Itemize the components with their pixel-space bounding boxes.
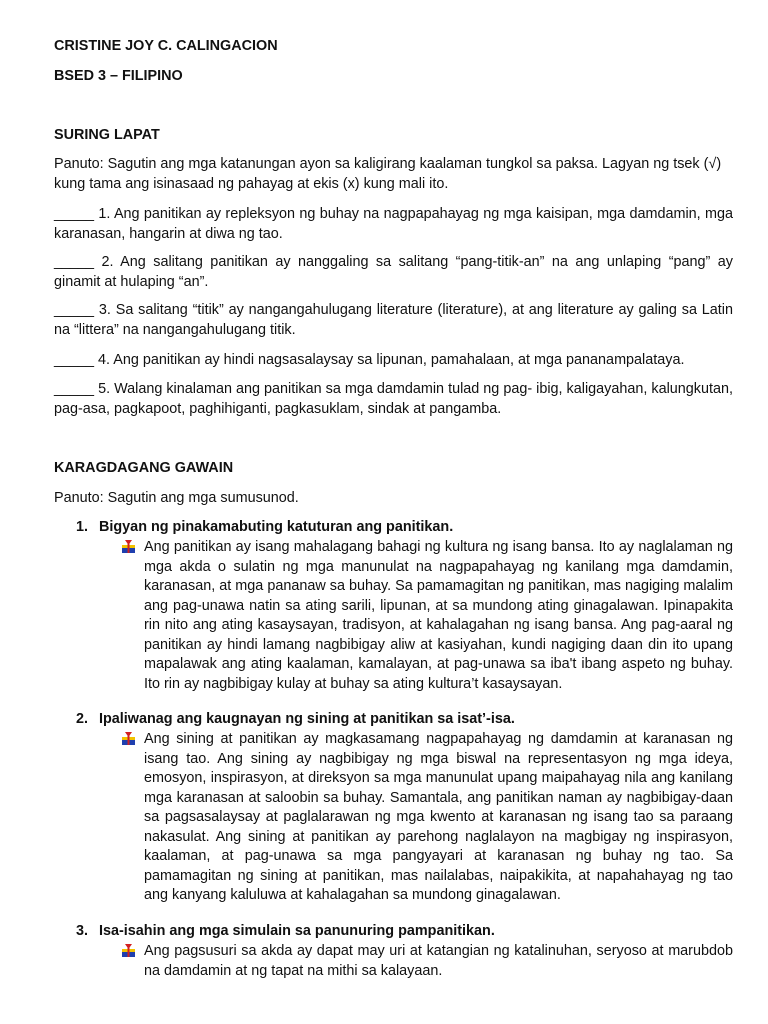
answer-blank: _____	[54, 381, 95, 397]
answer-blank: _____	[54, 352, 95, 368]
question-text: Bigyan ng pinakamabuting katuturan ang panitikan.	[99, 519, 454, 535]
question-number: 3.	[76, 923, 89, 939]
suring-instructions: Panuto: Sagutin ang mga katanungan ayon sa kaligirang kaalaman tungkol sa paksa. Lagyan ng tsek (√) kung tama ang isinasaad ng pahayag at ekis (x) kung mali ito.	[54, 156, 722, 192]
suring-item	[54, 380, 733, 419]
suring-item-text: 2. Ang salitang panitikan ay nanggaling sa salitang “pang-titik-an” na ang unlaping “pang” ay ginamit at hulaping “an”.	[54, 254, 733, 290]
section-title-karagdagan: KARAGDAGANG GAWAIN	[54, 460, 234, 476]
suring-item-text: 1. Ang panitikan ay repleksyon ng buhay na nagpapahayag ng mga kaisipan, mga damdamin, mga karanasan, hangarin at diwa ng tao.	[54, 206, 733, 242]
question-text: Isa-isahin ang mga simulain sa panunuring pampanitikan.	[99, 923, 495, 939]
suring-item-text: 4. Ang panitikan ay hindi nagsasalaysay sa lipunan, pamahalaan, at mga pananampalataya.	[98, 352, 685, 368]
karagdagan-instructions: Panuto: Sagutin ang mga sumusunod.	[54, 490, 299, 506]
answer-blank: _____	[54, 206, 95, 222]
section-title-suring: SURING LAPAT	[54, 127, 160, 143]
answer-text: Ang panitikan ay isang mahalagang bahagi ng kultura ng isang bansa. Ito ay naglalaman ng mga akda o sulatin ng mga manunulat na nagpapahayag ng kanilang mga damdamin, karanasan, at mga pananaw sa buhay. Sa pamamagitan ng panitikan, mas nagiging malalim ang pag-unawa natin sa ating sarili, lipunan, at sa mundong ating ginagalawan. Ipinapakita rin nito ang ating kasaysayan, tradisyon, at kahalagahan ng isang bansa. Ang pag-aaral ng panitikan ay hindi lamang nagbibigay aliw at kasiyahan, kundi nagiging daan din ito upang mapalawak ang ating kaalaman, kamalayan, at pag-unawa sa iba't ibang aspeto ng buhay. Ito rin ay nagbibigay kulay at buhay sa ating kultura’t kasaysayan.	[144, 539, 733, 692]
author-name: CRISTINE JOY C. CALINGACION	[54, 38, 278, 54]
suring-item-text: 3. Sa salitang “titik” ay nangangahulugang literature (literature), at ang literature ay galing sa Latin na “littera” na nangangahulugang titik.	[54, 302, 733, 338]
question-text: Ipaliwanag ang kaugnayan ng sining at panitikan sa isat’-isa.	[99, 711, 515, 727]
answer-blank: _____	[54, 254, 95, 270]
suring-item	[54, 253, 733, 292]
arrow-bullet-icon	[121, 943, 136, 958]
suring-item	[54, 205, 733, 244]
course-label: BSED 3 – FILIPINO	[54, 68, 183, 84]
answer-blank: _____	[54, 302, 95, 318]
arrow-bullet-icon	[121, 539, 136, 554]
answer-text: Ang sining at panitikan ay magkasamang nagpapahayag ng damdamin at karanasan ng isang tao. Ang sining ay nagbibigay ng mga biswal na representasyon ng mga ideya, emosyon, inspirasyon, at direksyon sa mga manunulat upang maipahayag nila ang kanilang mga karanasan at saloobin sa buhay. Samantala, ang panitikan naman ay nagbibigay-daan sa pagsasalaysay at paglalarawan ng mga kwento at karanasan ng isang tao sa paraang nakasulat. Ang sining at panitikan ay parehong naglalayon na magbigay ng inspirasyon, kaalaman, at pag-unawa sa mga pangyayari at karanasan ng buhay ng tao. Sa pamamagitan ng sining at panitikan, mas nailalabas, naipakikita, at napahahayag ng tao ang kanyang kaluluwa at kahalagahan sa mundong ginagalawan.	[144, 731, 733, 903]
suring-item	[54, 301, 733, 340]
question-number: 1.	[76, 519, 89, 535]
suring-item-text: 5. Walang kinalaman ang panitikan sa mga damdamin tulad ng pag- ibig, kaligayahan, kalungkutan, pag-asa, pagkapoot, paghihiganti, pagkasuklam, sindak at pangamba.	[54, 381, 733, 417]
arrow-bullet-icon	[121, 731, 136, 746]
suring-item	[54, 351, 733, 371]
answer-text: Ang pagsusuri sa akda ay dapat may uri at katangian ng katalinuhan, seryoso at marubdob na damdamin at ng tapat na mithi sa kalayaan.	[144, 943, 733, 979]
question-number: 2.	[76, 711, 89, 727]
